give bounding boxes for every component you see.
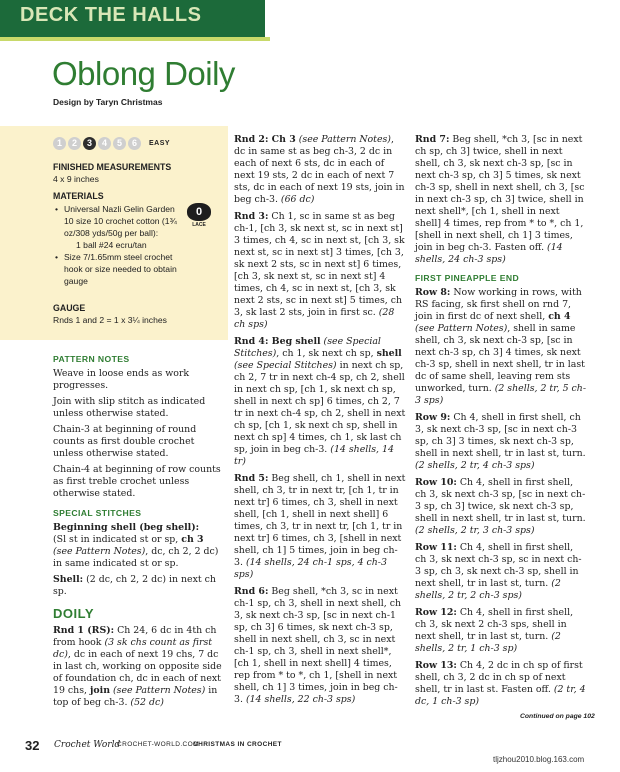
- rnd-2-count: (66 dc): [280, 194, 315, 205]
- row-13-text: Ch 4, 2 dc in ch sp of first shell, ch 3, 2 dc in ch sp of next shell, tr in last st. Fasten off.: [415, 660, 583, 695]
- yarn-weight-icon: [187, 203, 211, 229]
- rnd-2-text: , dc in same st as beg ch-3, 2 dc in each of next 6 sts, dc in each of next 19 sts, 2 dc in each of next 7 sts, dc in each of next 19 sts, join in beg ch-3.: [234, 134, 405, 205]
- skill-dot-2: 2: [68, 137, 81, 150]
- material-item: [53, 251, 185, 287]
- rnd-3-count: (28 ch sps): [234, 307, 395, 330]
- row-10-label: Row 10:: [415, 477, 457, 488]
- skill-label: EASY: [149, 140, 171, 147]
- rnd-6: [234, 586, 406, 706]
- row-13: [415, 660, 587, 708]
- rnd-5-text: Beg shell, ch 1, shell in next shell, ch 3, tr in next tr, [ch 1, tr in next tr] 6 times, ch 3, shell in next shell, [ch 1, shell in next shell] 6 times, ch 3, tr in next tr, [ch 1, tr in next tr] 6 times, ch 3, [shell in next shell, ch 1] 5 times, join in beg ch-3.: [234, 473, 406, 568]
- magazine-url: CROCHET-WORLD.COM: [117, 741, 199, 748]
- row-9-label: Row 9:: [415, 412, 451, 423]
- row-12: [415, 607, 587, 655]
- column-2: [234, 134, 406, 706]
- first-pineapple-heading: FIRST PINEAPPLE END: [415, 273, 520, 283]
- banner-edge: [200, 0, 265, 37]
- skill-dot-6: 6: [128, 137, 141, 150]
- footer-section: CHRISTMAS IN CROCHET: [193, 741, 282, 748]
- row-11-count: (2 shells, 2 tr, 2 ch-3 sps): [415, 578, 561, 601]
- doily-heading: DOILY: [53, 606, 95, 621]
- materials-heading: MATERIALS: [53, 191, 104, 201]
- skill-dot-5: 5: [113, 137, 126, 150]
- row-12-text: Ch 4, shell in first shell, ch 3, sk next 2 ch-3 sps, shell in next shell, tr in last st, turn.: [415, 607, 574, 642]
- designer-credit: Design by Taryn Christmas: [53, 97, 163, 107]
- rnd-1-note: (3 sk chs count as first dc): [53, 637, 213, 660]
- material-hook: Size 7/1.65mm steel crochet hook or size needed to obtain gauge: [64, 252, 177, 286]
- row-11-label: Row 11:: [415, 542, 457, 553]
- column-3: [415, 134, 587, 708]
- page-number: 32: [25, 738, 40, 753]
- row-13-count: (2 tr, 4 dc, 1 ch-3 sp): [415, 684, 586, 707]
- note-paragraph: Weave in loose ends as work progresses.: [53, 368, 190, 391]
- row-9: [415, 412, 587, 472]
- row-12-label: Row 12:: [415, 607, 457, 618]
- material-color: 1 ball #24 ecru/tan: [76, 240, 147, 250]
- beg-shell-text-d: , dc, ch 2, 2 dc) in same indicated st or sp.: [53, 546, 219, 569]
- finished-heading: FINISHED MEASUREMENTS: [53, 162, 172, 172]
- rnd-4-text: in next ch sp, ch 2, 7 tr in next ch-4 sp, ch 2, shell in next ch sp, [ch 1, sk next ch sp, shell in next ch sp] 6 times, ch 2, 7 tr in next ch-4 sp, ch 2, shell in next ch sp, [ch 1, sk next ch sp, shell in next ch sp] 4 times, ch 1, sk last ch sp, join in beg ch-3.: [234, 360, 406, 455]
- rnd-5: [234, 473, 406, 581]
- shell-definition: [53, 574, 225, 598]
- row-8-text: Now working in rows, with RS facing, sk first shell on rnd 7, join in first dc of next shell,: [415, 287, 582, 322]
- rnd-2: [234, 134, 406, 206]
- rnd-1-text: , dc in each of next 19 chs, 7 dc in last ch, working on opposite side of foundation ch, dc in each of next 19 chs,: [53, 649, 222, 696]
- rnd-4-shell: shell: [376, 348, 402, 359]
- row-13-label: Row 13:: [415, 660, 457, 671]
- column-1: [53, 354, 225, 709]
- beg-shell-text-a: (Sl st in indicated st or sp,: [53, 534, 182, 545]
- rnd-6-text: Beg shell, *ch 3, sc in next ch-1 sp, ch 3, shell in next shell, ch 3, sk next ch-3 sp, [sc in next ch-1 sp, ch 3] 6 times, sk next ch-3 sp, shell in next shell, ch 3, sc in next ch-1 sp, ch 3, shell in next shell*, [ch 1, shell in next shell] 4 times, rep from * to *, ch 1, [shell in next shell, ch 1] 3 times, join in beg ch-3.: [234, 586, 402, 705]
- row-10-text: Ch 4, shell in first shell, ch 3, sk next ch-3 sp, [sc in next ch-3 sp, ch 3] twice, sk next ch-3 sp, shell in next shell, tr in last st, turn.: [415, 477, 586, 524]
- beg-shell-definition: [53, 522, 225, 570]
- rnd-1-join: join: [89, 685, 111, 696]
- yarn-weight-number: 0: [187, 203, 211, 221]
- gauge-heading: GAUGE: [53, 303, 86, 313]
- skill-dot-3: 3: [83, 137, 96, 150]
- section-banner-text: DECK THE HALLS: [20, 4, 202, 26]
- material-item: [53, 203, 185, 251]
- rnd-1-note: (see Pattern Notes): [110, 685, 206, 696]
- rnd-7: [415, 134, 587, 266]
- gauge-value: Rnds 1 and 2 = 1 x 3¼ inches: [53, 315, 167, 325]
- materials-list: [53, 203, 185, 287]
- row-12-count: (2 shells, 2 tr, 1 ch-3 sp): [415, 631, 561, 654]
- shell-label: Shell:: [53, 574, 84, 585]
- rnd-4-note: (see Special Stitches): [234, 360, 337, 371]
- beg-shell-text-b: ch 3: [181, 534, 204, 545]
- magazine-name: Crochet World: [54, 740, 121, 750]
- rnd-4-count: (14 shells, 14 tr): [234, 444, 394, 467]
- rnd-7-count: (14 shells, 24 ch-3 sps): [415, 242, 563, 265]
- rnd-5-count: (14 shells, 24 ch-1 sps, 4 ch-3 sps): [234, 557, 387, 580]
- row-11: [415, 542, 587, 602]
- skill-dot-4: 4: [98, 137, 111, 150]
- finished-value: 4 x 9 inches: [53, 174, 99, 184]
- skill-level: [53, 137, 170, 150]
- skill-dot-1: 1: [53, 137, 66, 150]
- material-yarn: Universal Nazli Gelin Garden 10 size 10 crochet cotton (1¾ oz/308 yds/50g per ball):: [64, 204, 177, 238]
- row-10: [415, 477, 587, 537]
- row-8-text: , shell in same shell, ch 3, sk next ch-3 sp, [sc in next ch-3 sp, ch 3] 4 times, sk next ch-3 sp, shell in next shell, tr in last dc of same shell, leaving rem sts unworked, turn.: [415, 323, 585, 394]
- rnd-5-label: Rnd 5:: [234, 473, 269, 484]
- rnd-3-text: Ch 1, sc in same st as beg ch-1, [ch 3, sk next st, sc in next st] 3 times, ch 4, sc in next st, [ch 3, sk next st, sc in next st] 3 times, [ch 3, sk next 2 sts, sc in next st] 6 times, [ch 3, sk next st, sc in next st] 4 times, ch 4, sc in next st, [ch 3, sk next 2 sts, sc in next st] 5 times, ch 3, sk last 2 sts, join in first sc.: [234, 211, 405, 318]
- rnd-4-text: , ch 1, sk next ch sp,: [276, 348, 377, 359]
- note-paragraph: Join with slip stitch as indicated unless otherwise stated.: [53, 396, 206, 419]
- rnd-2-label: Rnd 2: Ch 3: [234, 134, 296, 145]
- row-10-count: (2 shells, 2 tr, 3 ch-3 sps): [415, 525, 535, 536]
- rnd-3-label: Rnd 3:: [234, 211, 269, 222]
- row-9-text: Ch 4, shell in first shell, ch 3, sk next ch-3 sp, [sc in next ch-3 sp, ch 3] 3 times, sk next ch-3 sp, shell in next shell, tr in last st, turn.: [415, 412, 586, 459]
- rnd-1-text: Ch 24, 6 dc in 4th ch from hook: [53, 625, 217, 648]
- shell-text: (2 dc, ch 2, 2 dc) in next ch sp.: [53, 574, 216, 597]
- rnd-7-text: Beg shell, *ch 3, [sc in next ch sp, ch 3] twice, shell in next shell, ch 3, sk next ch-3 sp, [sc in next ch-3 sp, ch 3] 5 times, sk next ch-3 sp, shell in next shell, ch 3, [sc in next ch-3 sp, ch 3] twice, shell in next shell*, [ch 1, shell in next shell] 4 times, rep from * to *, ch 1, [shell in next shell, ch 1] 3 times, join in beg ch-3. Fasten off.: [415, 134, 585, 253]
- beg-shell-text-c: (see Pattern Notes): [53, 546, 146, 557]
- page-title: Oblong Doily: [52, 55, 235, 92]
- note-paragraph: Chain-3 at beginning of round counts as first double crochet unless otherwise stated.: [53, 424, 197, 459]
- rnd-4-label: Rnd 4: Beg shell: [234, 336, 321, 347]
- row-9-count: (2 shells, 2 tr, 4 ch-3 sps): [415, 460, 535, 471]
- watermark-text: tljzhou2010.blog.163.com: [493, 755, 585, 764]
- rnd-1-count: (52 dc): [130, 697, 164, 708]
- rnd-1: [53, 625, 225, 709]
- note-paragraph: Chain-4 at beginning of row counts as first treble crochet unless otherwise stated.: [53, 464, 221, 499]
- rnd-6-label: Rnd 6:: [234, 586, 269, 597]
- pattern-notes-heading: PATTERN NOTES: [53, 354, 130, 364]
- rnd-6-count: (14 shells, 22 ch-3 sps): [245, 694, 356, 705]
- rnd-3: [234, 211, 406, 331]
- special-stitches-heading: SPECIAL STITCHES: [53, 508, 142, 518]
- rnd-4-note: (see Special Stitches): [234, 336, 381, 359]
- banner-stripe: [0, 37, 270, 41]
- row-8-note: (see Pattern Notes): [415, 323, 508, 334]
- rnd-7-label: Rnd 7:: [415, 134, 450, 145]
- row-8-label: Row 8:: [415, 287, 451, 298]
- yarn-weight-label: LACE: [192, 222, 206, 228]
- rnd-4: [234, 336, 406, 468]
- rnd-2-note: (see Pattern Notes): [295, 134, 391, 145]
- beg-shell-label: Beginning shell (beg shell):: [53, 522, 200, 533]
- row-8-count: (2 shells, 2 tr, 5 ch-3 sps): [415, 383, 586, 406]
- rnd-1-text: in top of beg ch-3.: [53, 685, 218, 708]
- row-8-ch4: ch 4: [548, 311, 571, 322]
- continued-note: Continued on page 102: [520, 713, 595, 720]
- rnd-1-label: Rnd 1 (RS):: [53, 625, 115, 636]
- row-11-text: Ch 4, shell in first shell, ch 3, sk next ch-3 sp, sc in next ch-3 sp, ch 3, sk next ch-3 sp, shell in next shell, tr in last st, turn.: [415, 542, 582, 589]
- row-8: [415, 287, 587, 407]
